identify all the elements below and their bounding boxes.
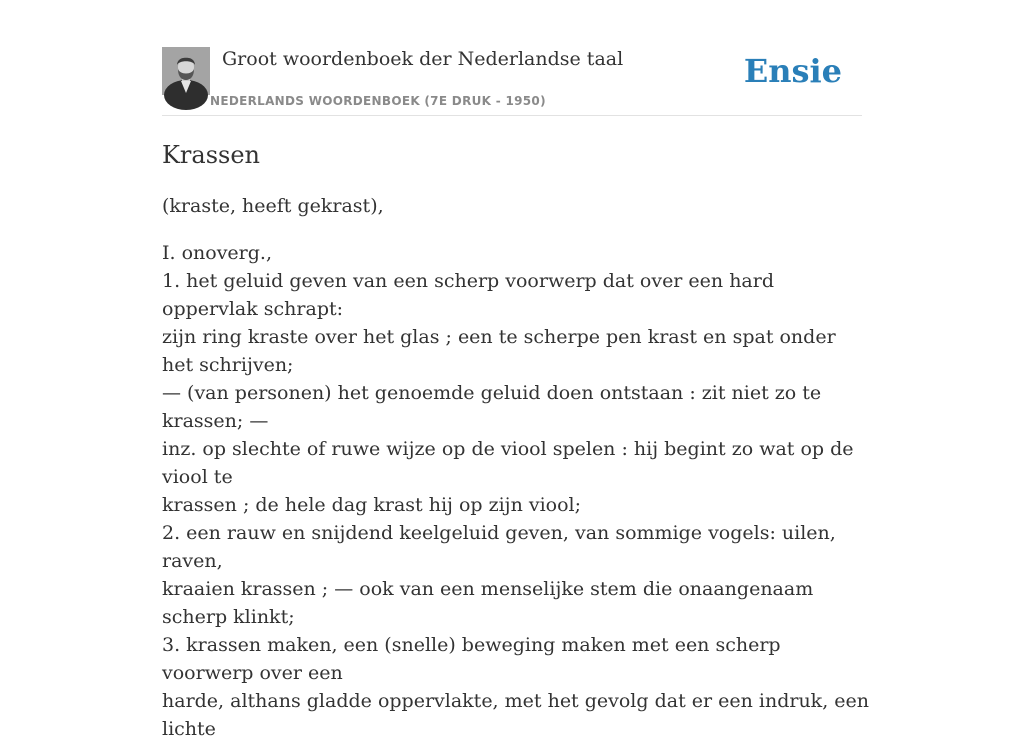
definition-line: — (van personen) het genoemde geluid doen ontstaan : zit niet zo te krassen; — xyxy=(162,382,822,432)
definition-line: zijn ring kraste over het glas ; een te scherpe pen krast en spat onder het schrijven; xyxy=(162,326,836,376)
author-avatar[interactable] xyxy=(162,47,210,95)
ensie-logo[interactable]: Ensie xyxy=(743,52,842,90)
definition-line: harde, althans gladde oppervlakte, met het gevolg dat er een indruk, een lichte xyxy=(162,690,869,740)
entry-content xyxy=(162,138,870,743)
definition-text xyxy=(162,239,870,743)
verb-forms: (kraste, heeft gekrast), xyxy=(162,195,384,217)
definition-line: 1. het geluid geven van een scherp voorwerp dat over een hard oppervlak schrapt: xyxy=(162,270,775,320)
page-header xyxy=(162,44,862,116)
book-edition-label: NEDERLANDS WOORDENBOEK (7E DRUK - 1950) xyxy=(210,94,546,108)
definition-line: inz. op slechte of ruwe wijze op de viool spelen : hij begint zo wat op de viool te xyxy=(162,438,854,488)
definition-line: I. onoverg., xyxy=(162,242,273,264)
headword-title: Krassen xyxy=(162,141,261,169)
definition-line: krassen ; de hele dag krast hij op zijn viool; xyxy=(162,494,582,516)
definition-line: 3. krassen maken, een (snelle) beweging maken met een scherp voorwerp over een xyxy=(162,634,781,684)
book-title[interactable]: Groot woordenboek der Nederlandse taal xyxy=(222,48,624,70)
author-portrait-image xyxy=(162,47,210,95)
definition-line: kraaien krassen ; — ook van een menselijke stem die onaangenaam scherp klinkt; xyxy=(162,578,814,628)
definition-line: 2. een rauw en snijdend keelgeluid geven, van sommige vogels: uilen, raven, xyxy=(162,522,836,572)
